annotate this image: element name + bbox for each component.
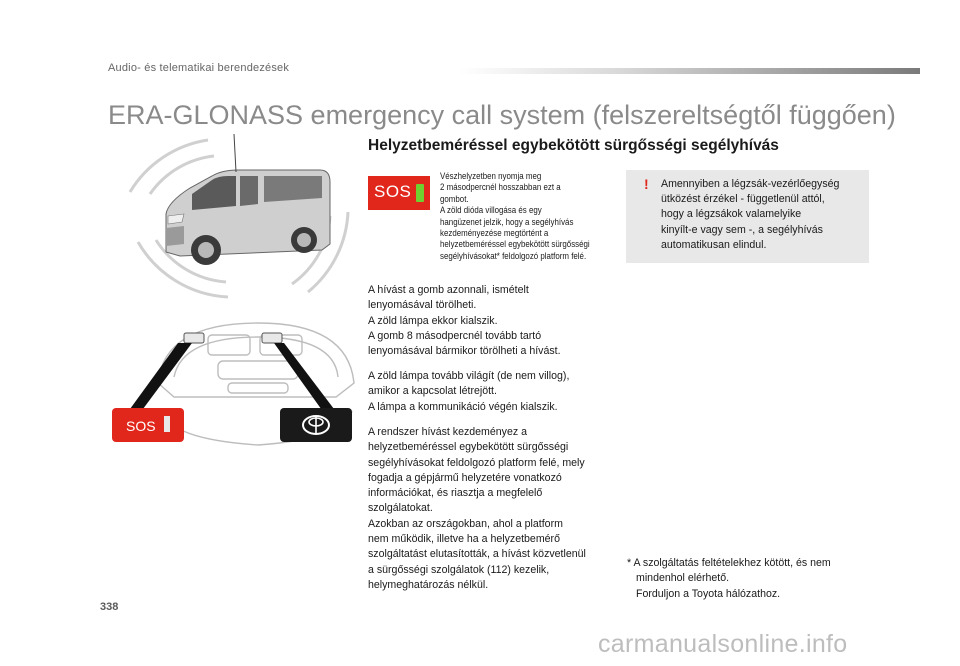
sos-description-line: Vészhelyzetben nyomja meg xyxy=(440,171,542,181)
warning-box xyxy=(626,170,869,263)
paragraph-line: a sürgősségi szolgálatok (112) kezelik, xyxy=(368,563,550,576)
paragraph-line: lenyomásával törölheti. xyxy=(368,299,477,312)
page-number: 338 xyxy=(100,601,119,613)
green-led-icon xyxy=(416,184,424,202)
paragraph-connection xyxy=(368,369,569,415)
warning-line: automatikusan elindul. xyxy=(661,238,767,251)
sos-description-line: A zöld dióda villogása és egy xyxy=(440,205,542,216)
paragraph-line: szolgáltatást elutasították, a hívást közvetlenül xyxy=(368,548,586,561)
paragraph-line: Azokban az országokban, ahol a platform xyxy=(368,517,563,530)
paragraph-line: A hívást a gomb azonnali, ismételt xyxy=(368,284,529,296)
sos-description-line: segélyhívásokat* feldolgozó platform felé. xyxy=(440,250,587,261)
paragraph-line: A zöld lámpa tovább világít (de nem villog), xyxy=(368,370,570,382)
paragraph-line: lenyomásával bármikor törölheti a hívást. xyxy=(368,345,561,358)
paragraph-line: nem működik, illetve ha a helyzetbemérő xyxy=(368,533,560,546)
header-bar xyxy=(460,68,920,74)
van-icon xyxy=(166,134,330,265)
sos-description-line: gombot. xyxy=(440,193,469,204)
sos-description-line: 2 másodpercnél hosszabban ezt a xyxy=(440,182,561,193)
paragraph-line: fogadja a gépjármű helyzetére vonatkozó xyxy=(368,471,562,484)
sos-label: SOS xyxy=(374,182,412,201)
warning-line: Amennyiben a légzsák-vezérlőegység xyxy=(661,178,840,190)
footnote-line: mindenhol elérhető. xyxy=(636,572,730,585)
paragraph-line: A rendszer hívást kezdeményez a xyxy=(368,426,527,438)
warning-line: ütközést érzékel - függetlenül attól, xyxy=(661,193,825,206)
console-sos-button xyxy=(184,333,204,343)
svg-text:SOS: SOS xyxy=(126,418,156,434)
sos-description-line: kezdeményezése megtörtént a xyxy=(440,228,549,239)
sos-description-line: helyzetbeméréssel egybekötött sürgősségi xyxy=(440,239,590,250)
overhead-console-illustration xyxy=(108,315,358,450)
sos-badge xyxy=(368,176,430,210)
sos-description-line: hangüzenet jelzik, hogy a segélyhívás xyxy=(440,216,574,227)
paragraph-cancel-call xyxy=(368,283,561,359)
watermark: carmanualsonline.info xyxy=(598,630,848,658)
van-illustration xyxy=(108,132,358,302)
paragraph-line: A gomb 8 másodpercnél tovább tartó xyxy=(368,329,542,342)
warning-text xyxy=(661,177,839,253)
console-assist-callout xyxy=(280,408,352,442)
paragraph-platform xyxy=(368,425,586,593)
sos-pointer-wedge xyxy=(130,343,192,413)
sos-description xyxy=(440,171,594,262)
paragraph-line: helyzetbeméréssel egybekötött sürgősségi xyxy=(368,441,569,454)
console-sos-callout xyxy=(112,408,184,442)
paragraph-line: szolgálatokat. xyxy=(368,502,433,515)
paragraph-line: amikor a kapcsolat létrejött. xyxy=(368,385,497,398)
section-label: Audio- és telematikai berendezések xyxy=(108,62,290,74)
paragraph-line: segélyhívásokat feldolgozó platform felé, mely xyxy=(368,456,585,469)
footnote-line: Forduljon a Toyota hálózathoz. xyxy=(636,587,781,600)
console-assist-button xyxy=(262,333,282,343)
paragraph-line: A zöld lámpa ekkor kialszik. xyxy=(368,314,498,327)
paragraph-line: információkat, és riasztja a megfelelő xyxy=(368,487,543,500)
paragraph-line: A lámpa a kommunikáció végén kialszik. xyxy=(368,400,558,413)
sub-heading: Helyzetbeméréssel egybekötött sürgősségi segélyhívás xyxy=(368,137,779,154)
footnote xyxy=(627,556,831,602)
warning-icon: ! xyxy=(644,176,649,192)
warning-line: hogy a légzsákok valamelyike xyxy=(661,208,802,221)
warning-line: kinyílt-e vagy sem -, a segélyhívás xyxy=(661,223,823,236)
footnote-line: * A szolgáltatás feltételekhez kötött, és nem xyxy=(627,557,831,569)
page-title: ERA-GLONASS emergency call system (felszereltségtől függően) xyxy=(108,100,896,130)
paragraph-line: helymeghatározás nélkül. xyxy=(368,578,489,591)
